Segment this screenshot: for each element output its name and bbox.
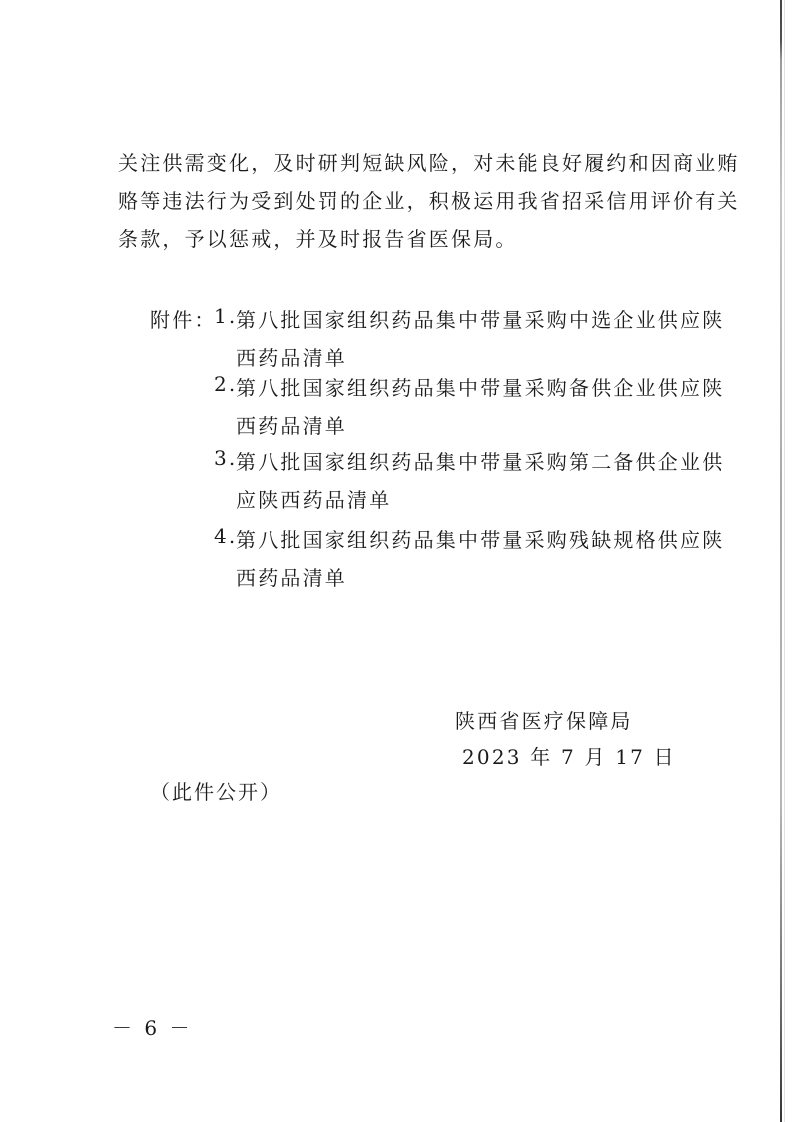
page-number: － 6 － — [112, 1016, 193, 1040]
scan-edge — [780, 0, 782, 1122]
attachment-title-line2: 应陕西药品清单 — [236, 488, 392, 512]
paragraph-line-2: 赂等违法行为受到处罚的企业，积极运用我省招采信用评价有关 — [118, 189, 740, 213]
attachment-number: 4. — [214, 524, 238, 548]
attachment-title-line1: 第八批国家组织药品集中带量采购第二备供企业供 — [236, 450, 725, 474]
attachment-title-line1: 第八批国家组织药品集中带量采购备供企业供应陕 — [236, 376, 725, 400]
attachment-title-line1: 第八批国家组织药品集中带量采购残缺规格供应陕 — [236, 528, 725, 552]
attachment-title-line1: 第八批国家组织药品集中带量采购中选企业供应陕 — [236, 308, 725, 332]
attachment-number: 3. — [214, 446, 238, 470]
attachment-number: 1. — [214, 304, 238, 328]
paragraph-line-1: 关注供需变化，及时研判短缺风险，对未能良好履约和因商业贿 — [118, 151, 740, 175]
issue-date: 2023 年 7 月 17 日 — [462, 745, 676, 769]
attachment-title-line2: 西药品清单 — [236, 566, 347, 590]
disclosure-note: （此件公开） — [150, 780, 282, 804]
issuing-organization: 陕西省医疗保障局 — [455, 709, 633, 733]
attachment-title-line2: 西药品清单 — [236, 414, 347, 438]
attachment-label: 附件： — [150, 308, 217, 332]
attachment-title-line2: 西药品清单 — [236, 346, 347, 370]
paragraph-line-3: 条款，予以惩戒，并及时报告省医保局。 — [118, 227, 518, 251]
scan-edge-shadow — [784, 0, 785, 1122]
attachment-number: 2. — [214, 372, 238, 396]
